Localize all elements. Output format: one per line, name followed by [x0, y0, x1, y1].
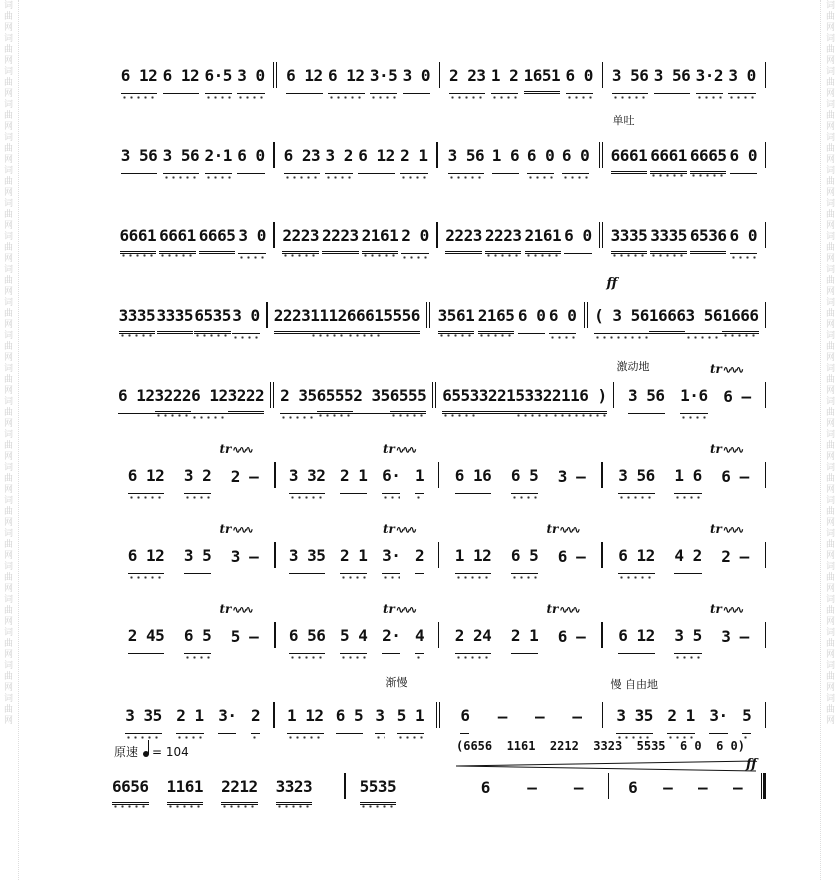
measure — [112, 690, 273, 734]
measure — [609, 765, 761, 805]
barline — [344, 773, 346, 799]
note-group: 6535 — [194, 306, 231, 334]
measure — [112, 290, 266, 334]
note-group: 2 24 — [455, 626, 492, 654]
note-group: 1 12 — [455, 546, 492, 574]
note-group: 3222 — [155, 386, 192, 414]
measure — [112, 130, 273, 174]
note-group: – — [535, 707, 545, 726]
trill-mark: tr ∿∿∿ — [220, 442, 252, 456]
note-group: 1 — [415, 466, 424, 494]
note-group: 2 35 — [353, 386, 390, 414]
measure — [603, 210, 764, 254]
overlay-phrase: (6656 1161 2212 3323 5535 6 0 6 0) — [456, 739, 745, 753]
note-group: 1161 — [167, 777, 204, 805]
note-group: 3 56 — [163, 146, 200, 174]
note-group: 3 56 — [628, 386, 665, 414]
note-group: 2 35 — [280, 386, 317, 414]
measure — [112, 610, 274, 654]
barline — [765, 462, 767, 488]
note-group: 6 12 — [163, 66, 200, 94]
barline — [765, 702, 767, 728]
note-group: 2 1 — [340, 546, 367, 574]
trill-mark: tr ∿∿∿ — [383, 522, 415, 536]
trill-mark: tr ∿∿∿ — [547, 602, 579, 616]
dynamic-ff: ff — [746, 757, 757, 772]
note-group: 2 – — [230, 467, 259, 486]
note-group: – — [527, 778, 537, 797]
note-group: – — [572, 707, 582, 726]
note-group: 3 32 — [289, 466, 326, 494]
note-group: 2223 — [485, 226, 522, 254]
barline — [765, 542, 767, 568]
note-group: 1651 — [524, 66, 561, 94]
note-group: 2 23 — [449, 66, 486, 94]
note-group: 5332 — [515, 386, 552, 414]
note-group: 2 1 — [400, 146, 427, 174]
score-line — [112, 676, 766, 734]
note-group: 6 — [480, 778, 490, 797]
note-group: 3335 — [157, 306, 194, 334]
note-group: 2· — [382, 626, 400, 654]
trill-mark: tr ∿∿∿ — [710, 442, 742, 456]
tempo-label: 原速 — [114, 745, 139, 759]
note-group: 6661 — [650, 146, 687, 174]
measure — [430, 290, 584, 334]
note-group: 2 1 — [176, 706, 203, 734]
note-group: 6 0 — [566, 66, 593, 94]
note-group: 6553 — [442, 386, 479, 414]
note-group: 3 35 — [289, 546, 326, 574]
measure — [112, 530, 274, 574]
trill-mark: tr ∿∿∿ — [383, 442, 415, 456]
note-group: 2223 — [322, 226, 359, 254]
note-group: – — [497, 707, 507, 726]
note-group: 3335 — [119, 306, 156, 334]
score-line — [112, 50, 766, 94]
note-group: 2161 — [525, 226, 562, 254]
note-group: – — [663, 778, 673, 797]
note-group: 6 — [628, 778, 638, 797]
score-line — [112, 522, 766, 574]
note-group: 6 5 — [511, 466, 538, 494]
measure — [603, 530, 765, 574]
note-group: 1112 — [310, 306, 347, 334]
score-line — [112, 276, 766, 334]
measure — [456, 765, 608, 805]
measure — [440, 50, 601, 94]
note-group: 5 – — [230, 627, 259, 646]
note-group: 5 1 — [397, 706, 424, 734]
tempo-value: = 104 — [152, 745, 189, 759]
watermark-right: 词曲网词曲网词曲网词曲网词曲网词曲网词曲网词曲网词曲网词曲网词曲网词曲网词曲网词曲网词曲网词曲网词曲网词曲网词曲网词曲网词曲网词曲网 — [824, 0, 834, 726]
note-group: 3 0 — [728, 66, 755, 94]
note-group: 3 0 — [238, 226, 265, 254]
expression-mark: 单吐 — [612, 114, 635, 127]
barline — [765, 62, 767, 88]
note-group: 3 2 — [325, 146, 352, 174]
note-group: ( 3 56 — [594, 306, 649, 334]
measure — [438, 210, 599, 254]
expression-mark: ff — [606, 276, 618, 291]
note-group: 3· — [218, 706, 236, 734]
final-line — [112, 735, 766, 805]
measure — [588, 290, 764, 334]
measure — [614, 370, 764, 414]
measure — [275, 690, 436, 734]
note-group: 6 – — [721, 467, 749, 486]
note-group: – — [698, 778, 708, 797]
note-group: 6555 — [317, 386, 354, 414]
note-group: 2223 — [445, 226, 482, 254]
note-group: 6 – — [723, 387, 751, 406]
note-group: 6 12 — [286, 66, 323, 94]
right-margin-divider — [820, 0, 822, 880]
note-group: 6 0 — [527, 146, 554, 174]
note-group: 2 1 — [340, 466, 367, 494]
note-group: 6 12 — [118, 386, 155, 414]
note-group: 3 56 — [685, 306, 722, 334]
measure — [277, 50, 438, 94]
note-group: 3222 — [228, 386, 265, 414]
measure — [603, 610, 765, 654]
barline — [765, 302, 767, 328]
note-group: 6555 — [390, 386, 427, 414]
note-group: 3 2 — [184, 466, 211, 494]
measure — [268, 290, 426, 334]
note-group: 6 5 — [511, 546, 538, 574]
measure — [439, 450, 601, 494]
trill-mark: tr ∿∿∿ — [220, 602, 252, 616]
note-group: 3 35 — [125, 706, 162, 734]
note-group: 6 12 — [328, 66, 365, 94]
note-group: 3 56 — [448, 146, 485, 174]
measure — [275, 210, 436, 254]
note-group: 2 0 — [401, 226, 428, 254]
note-group: 3 56 — [618, 466, 655, 494]
note-group: 1666 — [722, 306, 759, 334]
note-group: 2 1 — [511, 626, 538, 654]
note-group: 6536 — [690, 226, 727, 254]
measure — [112, 50, 273, 94]
note-group: 1666 — [649, 306, 686, 334]
quarter-note-icon — [143, 751, 149, 757]
note-group: 6 0 — [518, 306, 545, 334]
measure — [112, 450, 274, 494]
note-group: 3 – — [721, 627, 749, 646]
measure — [274, 370, 432, 414]
note-group: 2 45 — [128, 626, 165, 654]
measure — [436, 370, 612, 414]
note-group: 6· — [382, 466, 400, 494]
note-group: 2223 — [274, 306, 311, 334]
note-group: 6 12 — [191, 386, 228, 414]
trill-mark: tr ∿∿∿ — [383, 602, 415, 616]
note-group: 6 5 — [336, 706, 363, 734]
trill-mark: tr ∿∿∿ — [710, 362, 742, 376]
note-group: 3 – — [557, 467, 586, 486]
final-barline — [761, 773, 766, 799]
expression-mark: 慢 自由地 — [610, 678, 658, 691]
note-group: 6661 — [611, 146, 648, 174]
measure — [439, 610, 601, 654]
measure — [439, 530, 601, 574]
note-group: 6661 — [159, 226, 196, 254]
note-group: 3 35 — [616, 706, 653, 734]
note-group: 3221 — [479, 386, 516, 414]
note-group: 6 12 — [128, 466, 165, 494]
note-group: 1 6 — [492, 146, 519, 174]
measure — [112, 370, 270, 414]
note-group: 2·1 — [205, 146, 232, 174]
note-group: 2165 — [478, 306, 515, 334]
barline — [765, 222, 767, 248]
note-group: 6·5 — [205, 66, 232, 94]
note-group: 5556 — [383, 306, 420, 334]
note-group: 1 2 — [491, 66, 518, 94]
note-group: 6 23 — [284, 146, 321, 174]
last-line-right — [456, 765, 766, 805]
note-group: 4 — [415, 626, 424, 654]
note-group: 6656 — [112, 777, 149, 805]
note-group: 6 — [460, 706, 469, 734]
note-group: 6 56 — [289, 626, 326, 654]
trill-mark: tr ∿∿∿ — [547, 522, 579, 536]
score-line — [112, 602, 766, 654]
note-group: 3· — [382, 546, 400, 574]
trill-mark: tr ∿∿∿ — [710, 602, 742, 616]
barline — [765, 142, 767, 168]
note-group: 3335 — [611, 226, 648, 254]
note-group: 6661 — [347, 306, 384, 334]
note-group: 3 56 — [121, 146, 158, 174]
measure — [276, 530, 438, 574]
note-group: 6 12 — [618, 546, 655, 574]
note-group: 6665 — [199, 226, 236, 254]
note-group: 6 – — [557, 547, 586, 566]
note-group: 6 12 — [128, 546, 165, 574]
barline — [765, 382, 767, 408]
note-group: 3 5 — [184, 546, 211, 574]
watermark-left: 词曲网词曲网词曲网词曲网词曲网词曲网词曲网词曲网词曲网词曲网词曲网词曲网词曲网词曲网词曲网词曲网词曲网词曲网词曲网词曲网词曲网词曲网 — [2, 0, 12, 726]
note-group: 6 0 — [549, 306, 576, 334]
note-group: 6665 — [690, 146, 727, 174]
note-group: 6 0 — [730, 146, 757, 174]
note-group: 2 – — [721, 547, 749, 566]
measure — [603, 450, 765, 494]
note-group: 3561 — [438, 306, 475, 334]
note-group: 5535 — [360, 777, 397, 805]
note-group: 2223 — [282, 226, 319, 254]
score-line — [112, 360, 766, 414]
trill-mark: tr ∿∿∿ — [220, 522, 252, 536]
note-group: 3 — [375, 706, 384, 734]
note-group: 3 0 — [232, 306, 259, 334]
note-group: 6 0 — [562, 146, 589, 174]
note-group: 3 0 — [403, 66, 430, 94]
note-group: 3 0 — [237, 66, 264, 94]
measure — [603, 690, 764, 734]
note-group: 2161 — [362, 226, 399, 254]
measure — [603, 50, 764, 94]
tempo-marking — [114, 743, 189, 760]
note-group: 5 — [742, 706, 751, 734]
measure — [275, 130, 436, 174]
note-group: 6 12 — [121, 66, 158, 94]
note-group: 6 – — [557, 627, 586, 646]
trill-mark: tr ∿∿∿ — [710, 522, 742, 536]
barline — [765, 622, 767, 648]
note-group: 2 — [251, 706, 260, 734]
note-group: 3·2 — [696, 66, 723, 94]
note-group: 2 1 — [667, 706, 694, 734]
note-group: 1 6 — [674, 466, 701, 494]
note-group: – — [573, 778, 584, 797]
note-group: 6661 — [120, 226, 157, 254]
note-group: 1·6 — [680, 386, 707, 414]
score-line — [112, 114, 766, 174]
note-group: 4 2 — [674, 546, 701, 574]
note-group: 6 12 — [358, 146, 395, 174]
note-group: 3 56 — [654, 66, 691, 94]
note-group: 6 12 — [618, 626, 655, 654]
measure — [276, 450, 438, 494]
note-group: 6 0 — [237, 146, 264, 174]
note-group: 5 4 — [340, 626, 367, 654]
note-group: 6 16 — [455, 466, 492, 494]
last-line-left — [112, 765, 452, 805]
measure — [438, 130, 599, 174]
expression-mark: 激动地 — [616, 360, 650, 373]
note-group: 3·5 — [370, 66, 397, 94]
note-group: 3 5 — [674, 626, 701, 654]
note-group: 3 – — [230, 547, 259, 566]
note-group: 2212 — [221, 777, 258, 805]
note-group: 6 0 — [564, 226, 591, 254]
note-group: 2116 ) — [552, 386, 607, 414]
note-group: 1 12 — [287, 706, 324, 734]
note-group: – — [732, 778, 743, 797]
expression-mark: 渐慢 — [385, 676, 408, 689]
measure — [440, 690, 601, 734]
measure — [276, 610, 438, 654]
note-group: 3 56 — [612, 66, 649, 94]
note-group: 3· — [709, 706, 727, 734]
note-group: 3323 — [276, 777, 313, 805]
note-group: 2 — [415, 546, 424, 574]
note-group: 6 0 — [730, 226, 757, 254]
left-margin-divider — [18, 0, 20, 880]
note-group: 3335 — [650, 226, 687, 254]
note-group: 6 5 — [184, 626, 211, 654]
measure — [603, 130, 764, 174]
measure — [112, 210, 273, 254]
score-line — [112, 210, 766, 254]
score-line — [112, 442, 766, 494]
